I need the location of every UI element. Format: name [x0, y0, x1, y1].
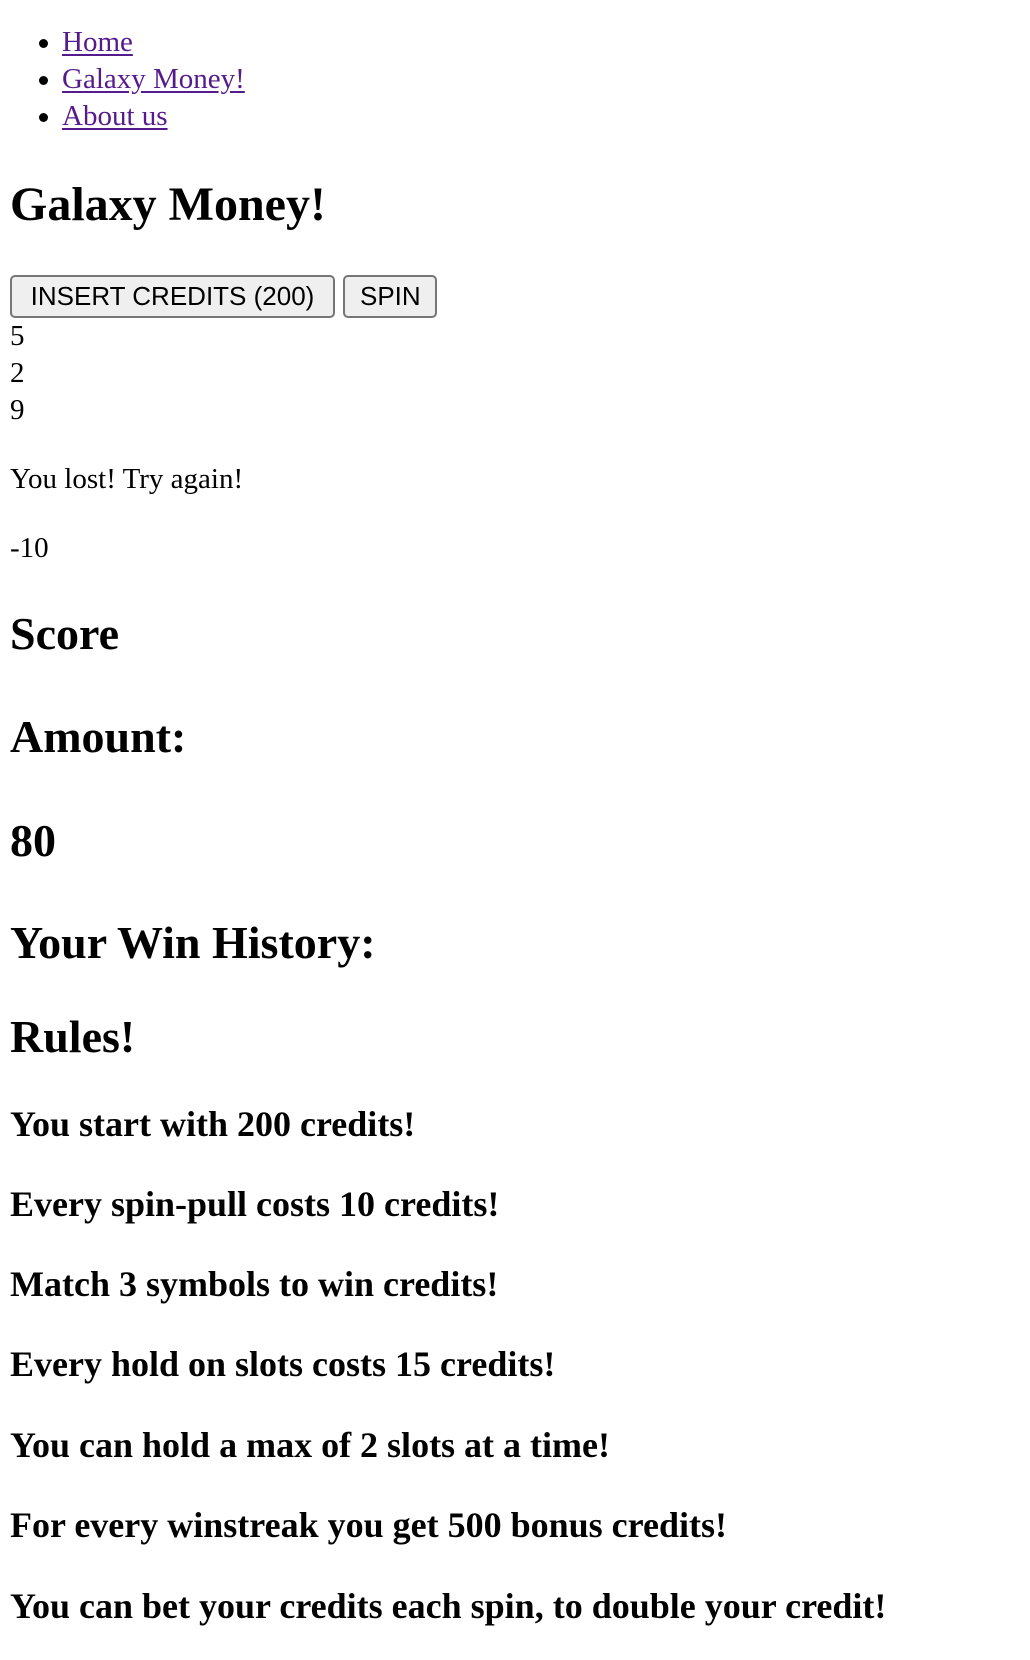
amount-label: Amount: — [10, 711, 187, 762]
main-nav — [62, 24, 245, 135]
nav-item-about-us — [62, 98, 245, 135]
amount-value: 80 — [10, 815, 56, 866]
score-heading: Score — [10, 608, 120, 659]
credit-change: -10 — [10, 532, 49, 564]
rule-item: Match 3 symbols to win credits! — [10, 1264, 499, 1304]
spin-result-message: You lost! Try again! — [10, 463, 244, 495]
rule-item: For every winstreak you get 500 bonus credits! — [10, 1505, 727, 1545]
rule-item: You can hold a max of 2 slots at a time! — [10, 1425, 610, 1465]
page-title: Galaxy Money! — [10, 178, 326, 231]
nav-item-home — [62, 24, 245, 61]
rule-item: You can bet your credits each spin, to double your credit! — [10, 1586, 887, 1626]
slot-reel-1: 5 — [10, 320, 25, 352]
rule-item: Every spin-pull costs 10 credits! — [10, 1184, 500, 1224]
nav-link-about-us[interactable]: About us — [62, 100, 168, 132]
slot-reel-3: 9 — [10, 394, 25, 426]
nav-item-galaxy-money — [62, 61, 245, 98]
insert-credits-button[interactable]: INSERT CREDITS (200) — [10, 275, 335, 318]
rule-item: You start with 200 credits! — [10, 1104, 416, 1144]
win-history-heading: Your Win History: — [10, 917, 376, 968]
rules-heading: Rules! — [10, 1011, 136, 1062]
slot-reel-2: 2 — [10, 357, 25, 389]
nav-link-home[interactable]: Home — [62, 26, 133, 58]
slot-controls — [10, 275, 437, 318]
spin-button[interactable]: SPIN — [343, 275, 437, 318]
nav-link-galaxy-money[interactable]: Galaxy Money! — [62, 63, 245, 95]
rule-item: Every hold on slots costs 15 credits! — [10, 1344, 556, 1384]
